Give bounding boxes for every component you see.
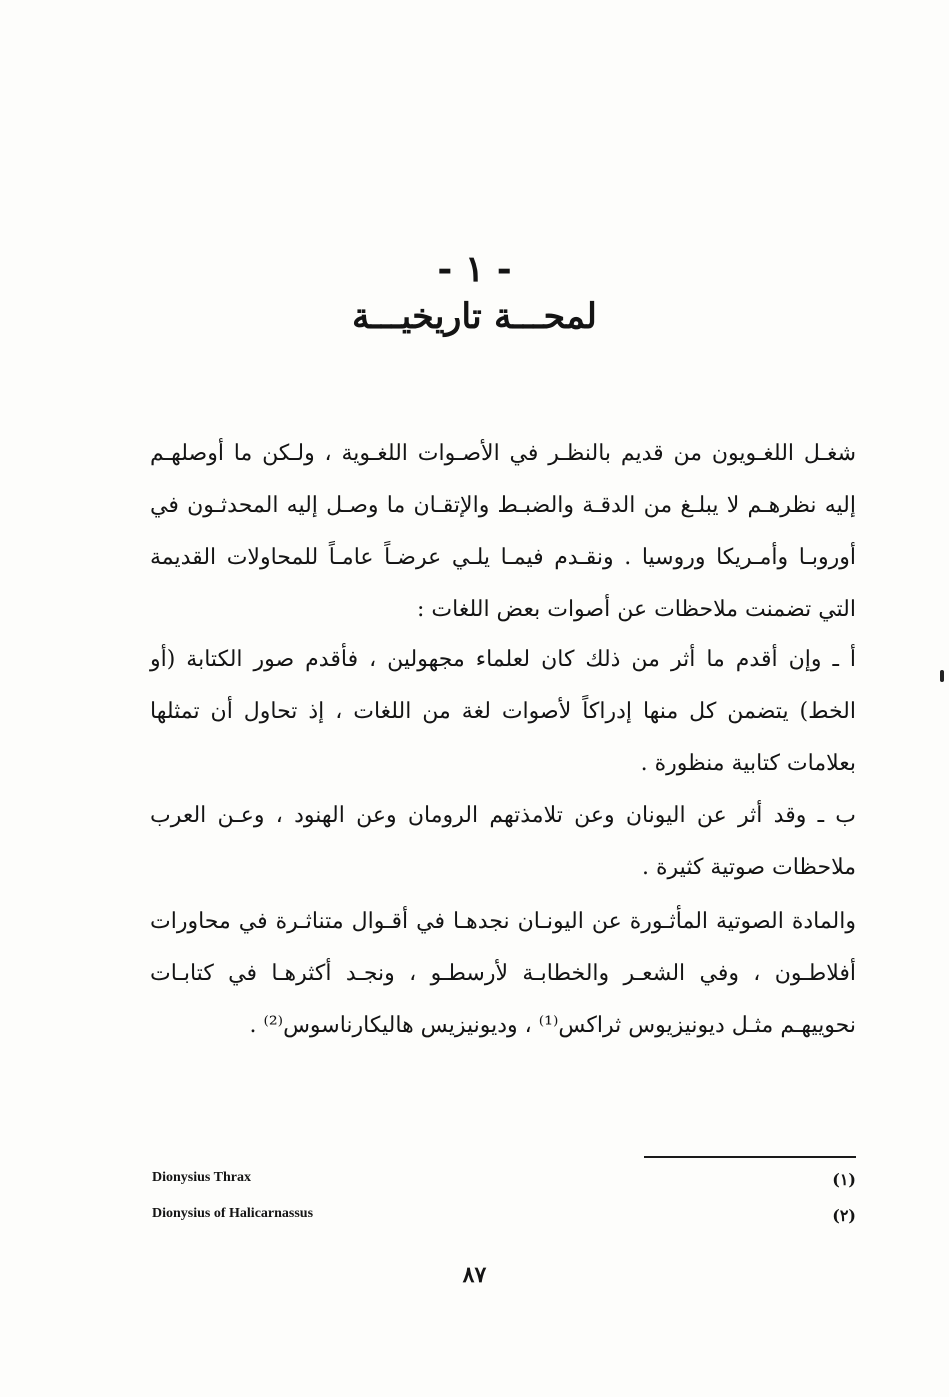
- footnote-1: [152, 1170, 856, 1198]
- footnote-text: Dionysius of Halicarnassus: [152, 1206, 314, 1221]
- paragraph-text: ب ـ وقد أثر عن اليونان وعن تلامذتهم الرومان وعن الهنود ، وعـن العرب ملاحظات صوتية كثيرة .: [150, 803, 856, 880]
- page-number: ٨٧: [462, 1262, 487, 1288]
- paragraph-intro: [150, 428, 856, 636]
- paragraph-text: والمادة الصوتية المأثـورة عن اليونـان نجدهـا في أقـوال متناثـرة في محاورات أفلاطـون ، وفي الشعـر والخطابـة لأرسطـو ، ونجـد أكثرهـا في كتابـات نحوييهـم مثـل ديونيزيوس ثراكس⁽¹⁾ ، وديونيزيس هاليكارناسوس⁽²⁾ .: [150, 909, 856, 1038]
- paragraph-text: أ ـ وإن أقدم ما أثر من ذلك كان لعلماء مجهولين ، فأقدم صور الكتابة (أو الخط) يتضمن كل منها إدراكاً لأصوات لغة من اللغات ، إذ تحاول أن تمثلها بعلامات كتابية منظورة .: [150, 647, 856, 776]
- footnote-marker: (١): [832, 1170, 856, 1189]
- chapter-number: - ١ -: [437, 248, 512, 290]
- footnote-marker: (٢): [832, 1206, 856, 1225]
- paragraph-item-b: [150, 790, 856, 894]
- footnote-divider: [644, 1156, 856, 1158]
- footnote-text: Dionysius Thrax: [152, 1170, 251, 1185]
- paragraph-greek-sources: [150, 896, 856, 1052]
- paragraph-item-a: [150, 634, 856, 790]
- scan-edge-mark: [940, 670, 944, 682]
- footnote-2: [152, 1206, 856, 1234]
- chapter-title: لمحـــة تاريخيـــة: [352, 296, 597, 337]
- paragraph-text: شغـل اللغـويون من قديم بالنظـر في الأصـوات اللغـوية ، ولـكن ما أوصلهـم إليه نظرهـم لا يبلـغ من الدقـة والضبـط والإتقـان ما وصـل إليه المحدثـون في أوروبـا وأمـريكا وروسيا . ونقـدم فيمـا يلـي عرضـاً عامـاً للمحاولات القديمة التي تضمنت ملاحظات عن أصوات بعض اللغات :: [150, 441, 856, 622]
